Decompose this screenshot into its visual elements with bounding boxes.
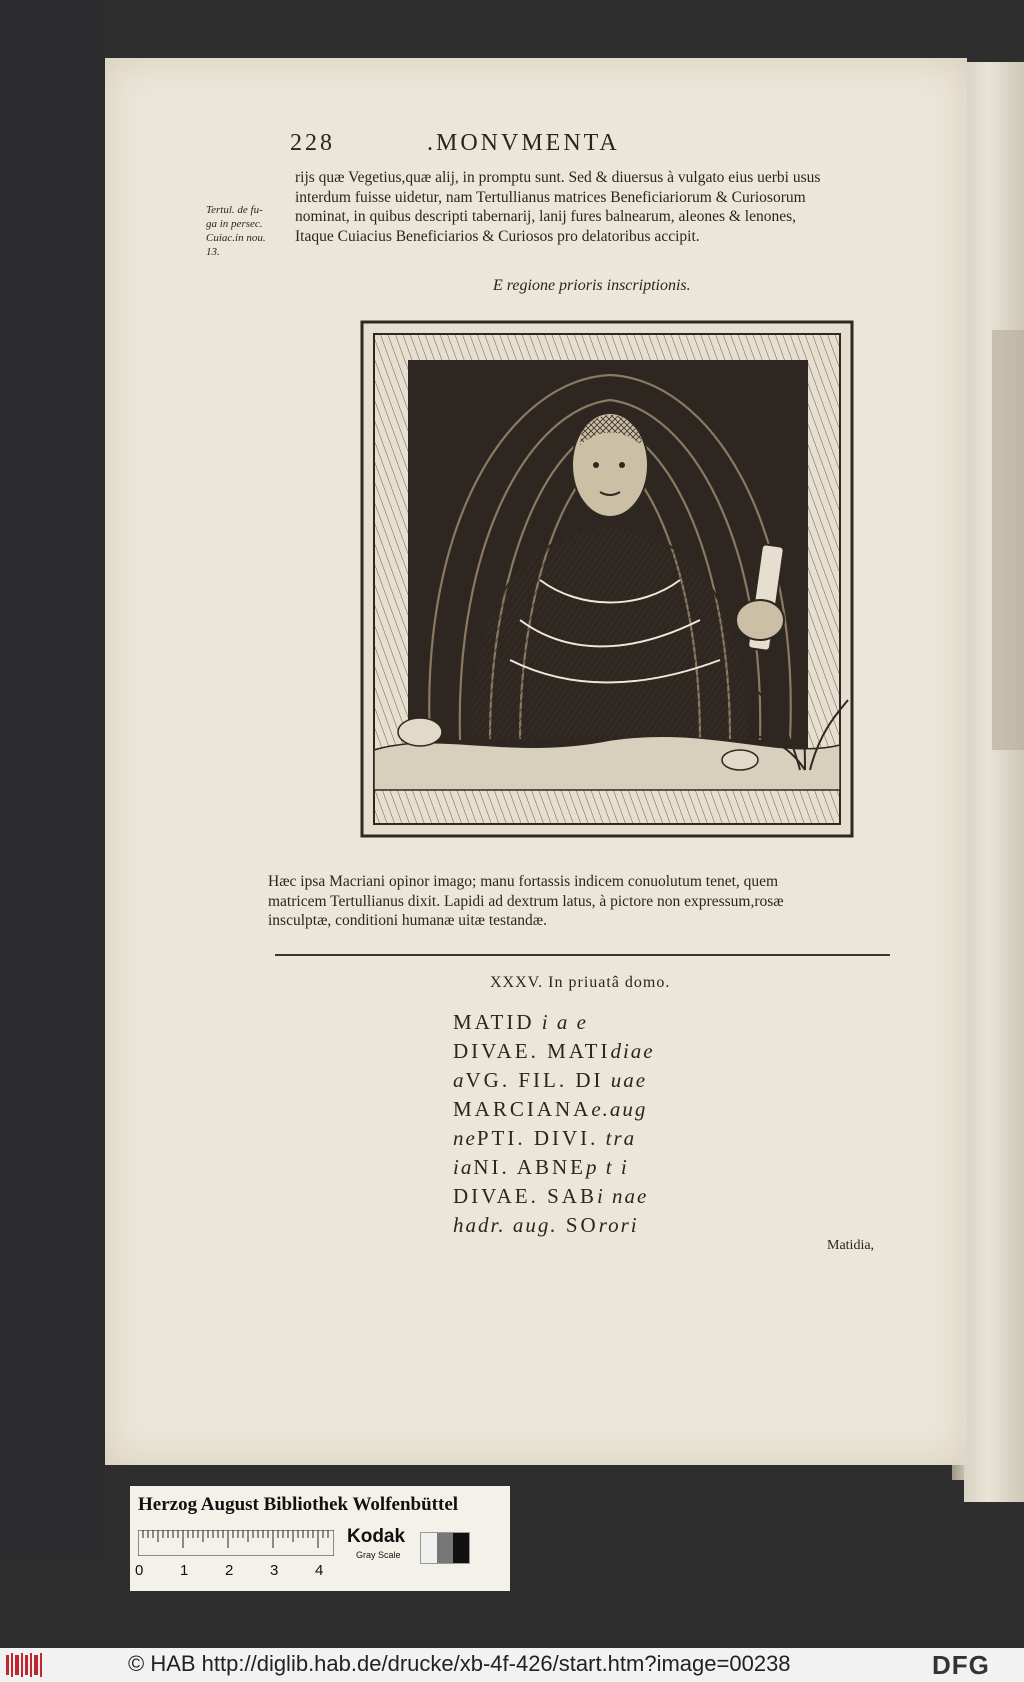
reference-card xyxy=(130,1486,510,1591)
footer-bar xyxy=(0,1648,1024,1682)
body-line: Itaque Cuiacius Beneficiarios & Curiosos pro delatoribus accipit. xyxy=(295,227,700,245)
body-line: interdum fuisse uidetur, nam Tertullianus matrices Beneficiariorum & Curiosorum xyxy=(295,188,806,206)
gray-scale-patch xyxy=(420,1532,470,1564)
margin-note-line: Tertul. de fu- xyxy=(206,204,263,216)
facing-page-illustration xyxy=(992,330,1024,750)
inscription xyxy=(453,1008,655,1240)
inscription-line: DIVAE. SABi nae xyxy=(453,1184,649,1208)
inscription-line: hadr. aug. SOrori xyxy=(453,1213,639,1237)
facing-page-edge xyxy=(964,62,1024,1502)
catchword: Matidia, xyxy=(827,1238,875,1253)
description-line: Hæc ipsa Macriani opinor imago; manu fortassis indicem conuolutum tenet, quem xyxy=(268,873,779,890)
inscription-line: iaNI. ABNEp t i xyxy=(453,1155,629,1179)
description-paragraph xyxy=(268,872,784,931)
barcode-icon xyxy=(6,1653,46,1677)
running-head: .MONVMENTA xyxy=(427,130,620,156)
body-line: rijs quæ Vegetius,quæ alij, in promptu sunt. Sed & diuersus à vulgato eius uerbi usus xyxy=(295,169,821,186)
kodak-label: Kodak xyxy=(347,1526,406,1547)
figure-caption: E regione prioris inscriptionis. xyxy=(493,277,691,294)
inscription-line: MATID i a e xyxy=(453,1010,588,1034)
ruler-label: 0 xyxy=(135,1562,144,1579)
copyright-link[interactable]: © HAB http://diglib.hab.de/drucke/xb-4f-426/start.htm?image=00238 xyxy=(128,1651,791,1676)
ruler-label: 3 xyxy=(270,1562,279,1579)
inscription-line: MARCIANAe.aug xyxy=(453,1097,648,1121)
dfg-logo: DFG xyxy=(932,1650,990,1680)
margin-note-line: Cuiac.in nou. xyxy=(206,232,266,244)
kodak-sublabel: Gray Scale xyxy=(356,1550,401,1560)
stone-right xyxy=(722,750,758,770)
body-line: nominat, in quibus descripti tabernarij, lanij fures balnearum, aleones & lenones, xyxy=(295,208,797,225)
scale-ruler xyxy=(138,1530,334,1556)
scanner-background xyxy=(0,0,105,1560)
margin-note-line: 13. xyxy=(206,246,220,258)
book-page xyxy=(105,58,967,1465)
ruler-label: 1 xyxy=(180,1562,189,1579)
stone-left xyxy=(398,718,442,746)
ruler-label: 2 xyxy=(225,1562,234,1579)
section-rule xyxy=(275,954,890,956)
inscription-heading: XXXV. In priuatâ domo. xyxy=(490,974,671,991)
inscription-line: DIVAE. MATIdiae xyxy=(453,1039,655,1063)
margin-note xyxy=(206,203,266,259)
hand xyxy=(736,600,784,640)
description-line: matricem Tertullianus dixit. Lapidi ad dextrum latus, à pictore non expressum,rosæ xyxy=(268,892,784,910)
library-name: Herzog August Bibliothek Wolfenbüttel xyxy=(138,1494,459,1515)
description-line: insculptæ, conditioni humanæ uitæ testandæ. xyxy=(268,912,547,929)
ruler-label: 4 xyxy=(315,1562,324,1579)
page-number: 228 xyxy=(290,130,335,156)
engraving-figure xyxy=(360,320,854,838)
inscription-line: nePTI. DIVI. tra xyxy=(453,1126,637,1150)
body-paragraph xyxy=(295,168,820,246)
margin-note-line: ga in persec. xyxy=(206,218,263,230)
inscription-line: aVG. FIL. DI uae xyxy=(453,1068,648,1092)
